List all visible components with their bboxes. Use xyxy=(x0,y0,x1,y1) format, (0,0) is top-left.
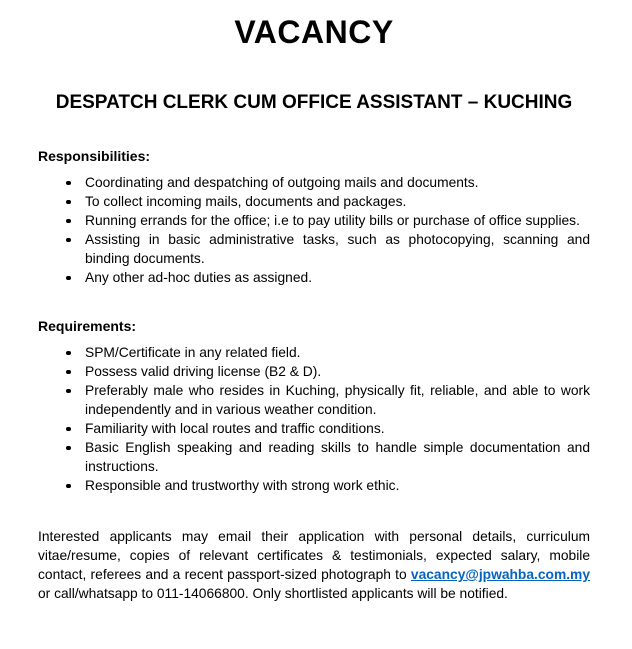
responsibilities-heading: Responsibilities: xyxy=(38,148,151,164)
requirements-list xyxy=(38,343,590,495)
responsibility-item: Assisting in basic administrative tasks, such as photocopying, scanning and binding documents. xyxy=(38,230,590,268)
page-title: VACANCY xyxy=(234,14,394,50)
requirement-item: Basic English speaking and reading skills to handle simple documentation and instructions. xyxy=(38,438,590,476)
responsibilities-section xyxy=(38,147,590,287)
job-position-title: DESPATCH CLERK CUM OFFICE ASSISTANT – KUCHING xyxy=(55,92,573,113)
responsibility-item: Running errands for the office; i.e to pay utility bills or purchase of office supplies. xyxy=(38,211,590,230)
responsibility-item: To collect incoming mails, documents and packages. xyxy=(38,192,590,211)
requirements-heading: Requirements: xyxy=(38,318,137,334)
requirements-section xyxy=(38,317,590,495)
closing-text-after-link: or call/whatsapp to 011-14066800. Only shortlisted applicants will be notified. xyxy=(38,586,508,601)
requirement-item: Preferably male who resides in Kuching, physically fit, reliable, and able to work independently and in various weather condition. xyxy=(38,381,590,419)
requirement-item: Familiarity with local routes and traffic conditions. xyxy=(38,419,590,438)
requirement-item: Possess valid driving license (B2 & D). xyxy=(38,362,590,381)
requirement-item: SPM/Certificate in any related field. xyxy=(38,343,590,362)
email-link[interactable]: vacancy@jpwahba.com.my xyxy=(410,567,590,582)
requirement-item: Responsible and trustworthy with strong work ethic. xyxy=(38,476,590,495)
closing-text-before-link: Interested applicants may email their application with personal details, curriculum vitae/resume, copies of relevant certificates & testimonials, expected salary, mobile contact, referees and a recent passport-sized photograph to xyxy=(38,529,590,582)
responsibility-item: Any other ad-hoc duties as assigned. xyxy=(38,268,590,287)
closing-paragraph xyxy=(38,527,590,603)
responsibility-item: Coordinating and despatching of outgoing mails and documents. xyxy=(38,173,590,192)
responsibilities-list xyxy=(38,173,590,287)
